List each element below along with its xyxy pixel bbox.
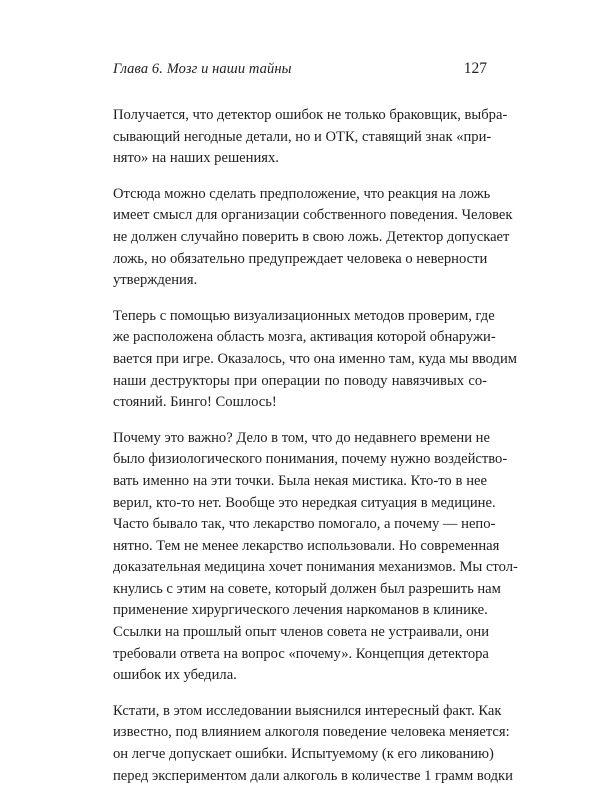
text-line: он легче допускает ошибки. Испытуемому (к его ликованию)	[113, 746, 494, 763]
paragraph	[113, 184, 513, 292]
text-line: Часто бывало так, что лекарство помогало, а почему — непо-	[113, 516, 496, 533]
text-line: имеет смысл для организации собственного поведения. Человек	[113, 207, 513, 224]
text-line: нято» на наших решениях.	[113, 150, 279, 167]
text-line: было физиологического понимания, почему нужно воздейство-	[113, 451, 508, 468]
text-line: Получается, что детектор ошибок не только браковщик, выбра-	[113, 107, 508, 123]
text-line: верил, кто-то нет. Вообще это нередкая ситуация в медицине.	[113, 494, 496, 511]
text-line: Теперь с помощью визуализационных методов проверим, где	[113, 307, 495, 324]
text-line: требовали ответа на вопрос «почему». Концепция детектора	[113, 645, 489, 662]
text-line: кнулись с этим на совете, который должен был разрешить нам	[113, 580, 501, 597]
paragraph	[113, 701, 513, 787]
paragraph	[113, 105, 508, 170]
running-head	[113, 60, 487, 84]
body-text	[113, 105, 518, 801]
text-line: наши деструкторы при операции по поводу навязчивых со-	[113, 372, 487, 389]
text-line: нятно. Тем не менее лекарство использовали. Но современная	[113, 537, 500, 554]
text-line: стояний. Бинго! Сошлось!	[113, 394, 277, 411]
text-line: сывающий негодные детали, но и ОТК, ставящий знак «при-	[113, 128, 492, 145]
text-line: применение хирургического лечения наркоманов в клинике.	[113, 602, 488, 619]
page-number: 127	[463, 60, 487, 77]
text-line: Ссылки на прошлый опыт членов совета не устраивали, они	[113, 624, 490, 641]
paragraph	[113, 306, 517, 414]
text-line: не должен случайно поверить в свою ложь. Детектор допускает	[113, 228, 510, 245]
text-line: вается при игре. Оказалось, что она именно там, куда мы вводим	[113, 350, 517, 367]
text-line: доказательная медицина хочет понимания механизмов. Мы стол-	[113, 559, 518, 576]
text-line: известно, под влиянием алкоголя поведение человека меняется:	[113, 724, 510, 741]
text-line: Кстати, в этом исследовании выяснился интересный факт. Как	[113, 702, 502, 719]
text-line: Отсюда можно сделать предположение, что реакция на ложь	[113, 185, 491, 202]
text-line: ложь, но обязательно предупреждает человека о неверности	[113, 250, 488, 267]
paragraph	[113, 428, 518, 687]
text-line: вать именно на эти точки. Была некая мистика. Кто-то в нее	[113, 472, 487, 489]
chapter-title: Глава 6. Мозг и наши тайны	[113, 61, 292, 77]
text-line: Почему это важно? Дело в том, что до недавнего времени не	[113, 429, 490, 446]
text-line: же расположена область мозга, активация которой обнаружи-	[113, 329, 496, 346]
text-line: ошибок их убедила.	[113, 667, 237, 684]
text-line: утверждения.	[113, 272, 198, 289]
text-line: перед экспериментом дали алкоголь в количестве 1 грамм водки	[113, 767, 513, 784]
